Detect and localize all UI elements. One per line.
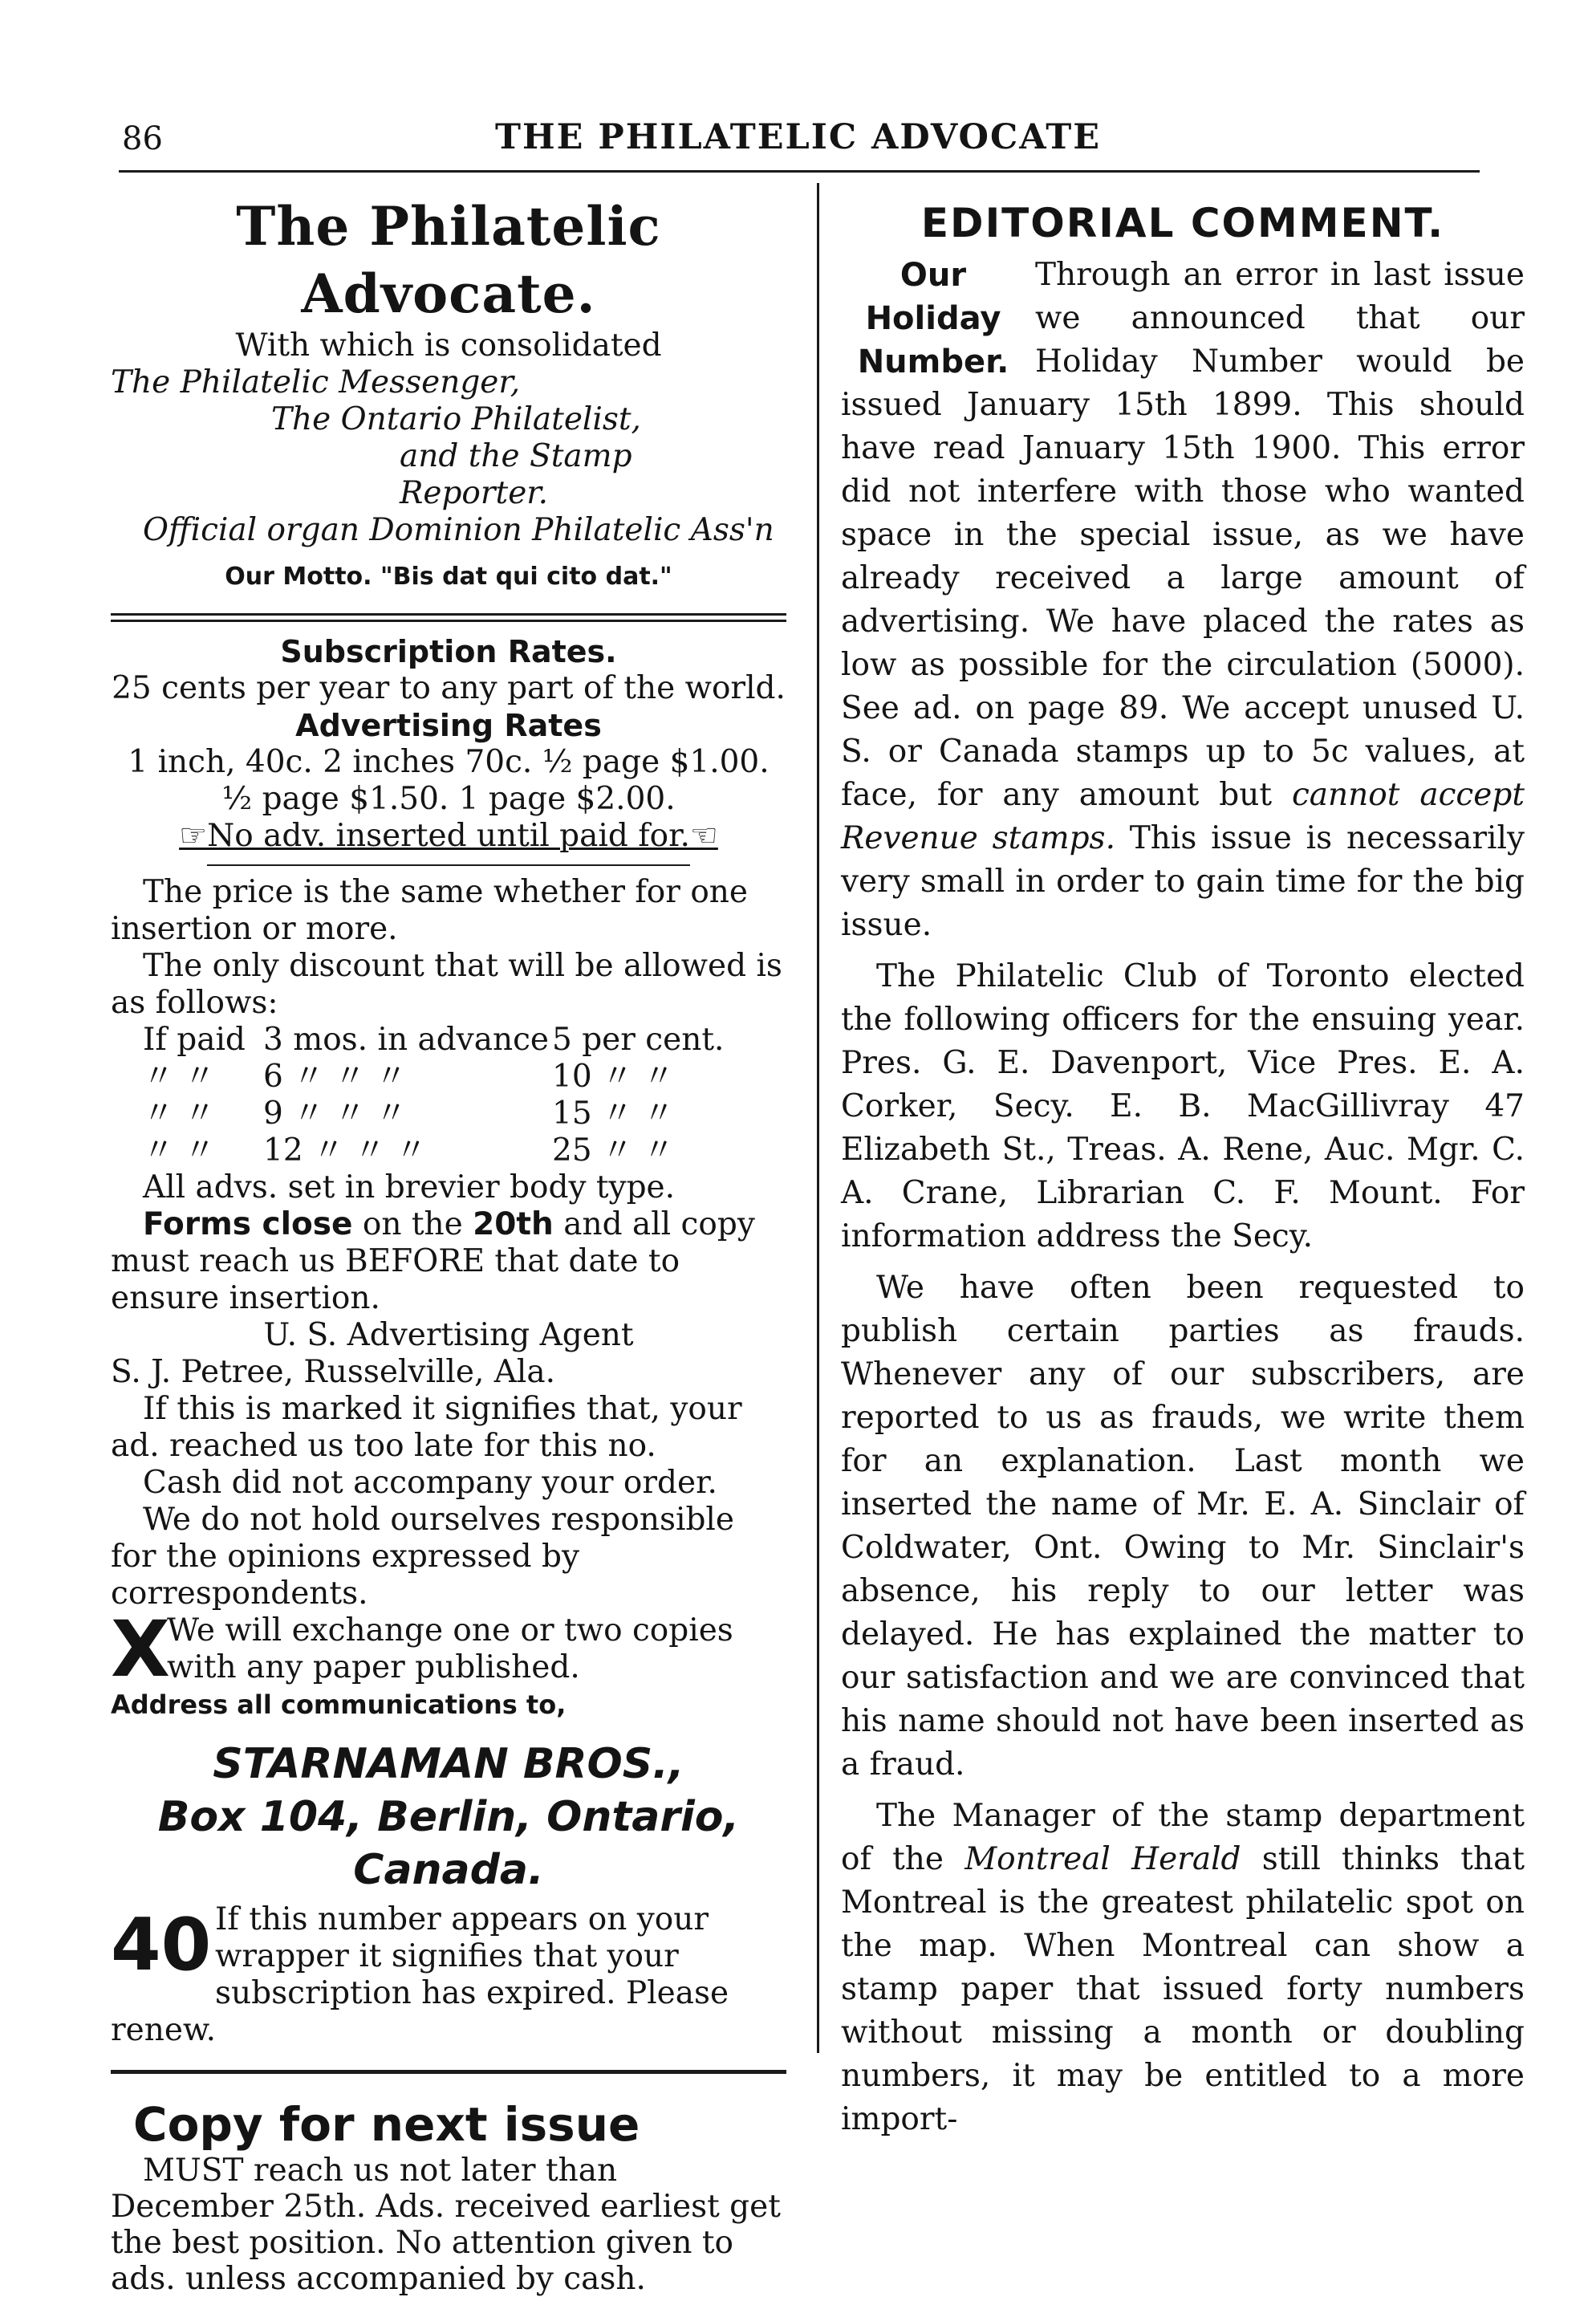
subscription-heading: Subscription Rates. <box>280 634 617 669</box>
type-note: All advs. set in brevier body type. <box>143 1169 676 1205</box>
discount-row <box>143 1132 724 1169</box>
masthead-title: The Philatelic Advocate. <box>236 195 661 325</box>
rates-line-2: ½ page $1.50. 1 page $2.00. <box>221 781 676 817</box>
revenue-note: cannot accept Revenue stamps. <box>841 777 1525 856</box>
short-rule <box>207 864 690 866</box>
editorial-title: EDITORIAL COMMENT. <box>920 200 1445 246</box>
official-organ: Official organ Dominion Philatelic Ass'n <box>143 512 774 548</box>
discount-cell: 〃 〃 <box>143 1096 216 1132</box>
forms-close-paragraph <box>111 1206 786 1317</box>
double-rule <box>111 613 786 622</box>
left-column <box>111 189 786 2297</box>
forms-close-rest: and all copy must reach us BEFORE that date to ensure insertion. <box>111 1206 755 1316</box>
publication-ontario: The Ontario Philatelist, <box>271 401 641 437</box>
discount-cell: 25 〃 〃 <box>552 1132 675 1169</box>
expiry-block <box>111 1901 786 2049</box>
rates-line-1: 1 inch, 40c. 2 inches 70c. ½ page $1.00. <box>128 744 770 780</box>
running-title: THE PHILATELIC ADVOCATE <box>495 117 1101 157</box>
copy-next-text: MUST reach us not later than December 25th. Ads. received earliest get the best position. No attention given to ads. unless accompanied by cash. <box>111 2153 781 2297</box>
agent-label: U. S. Advertising Agent <box>263 1317 634 1353</box>
x-mark: X <box>111 1612 171 1686</box>
holiday-text-end: This issue is necessarily very small in order to gain time for the big issue. <box>841 820 1525 943</box>
discount-cell: 6 〃 〃 〃 <box>263 1059 408 1095</box>
payment-notice: ☞No adv. inserted until paid for.☜ <box>179 818 718 854</box>
publisher-name: STARNAMAN BROS., <box>213 1740 684 1788</box>
expiry-note: If this number appears on your wrapper it signifies that your subscription has expired. Please renew. <box>111 1901 729 2048</box>
cash-note: Cash did not accompany your order. <box>143 1465 717 1501</box>
exchange-note: We will exchange one or two copies with any paper published. <box>167 1612 733 1685</box>
column-divider <box>817 183 819 2053</box>
responsibility-note: We do not hold ourselves responsible for the opinions expressed by correspondents. <box>111 1502 734 1612</box>
discount-row <box>143 1096 724 1132</box>
forms-close-label: Forms close <box>143 1206 353 1242</box>
advertising-heading: Advertising Rates <box>295 708 602 743</box>
agent-name: S. J. Petree, Russelville, Ala. <box>111 1354 556 1390</box>
discount-cell: 〃 〃 <box>143 1059 216 1095</box>
discount-cell: 15 〃 〃 <box>552 1096 675 1132</box>
exchange-block <box>111 1612 786 1686</box>
discount-row <box>143 1022 724 1059</box>
discount-intro: The only discount that will be allowed is as follows: <box>111 948 782 1021</box>
header-rule <box>119 170 1480 173</box>
thick-rule <box>111 2070 786 2074</box>
address-label: Address all communications to, <box>111 1689 567 1720</box>
holiday-side-heading: Our Holiday Number. <box>857 257 1009 380</box>
discount-table <box>143 1022 724 1169</box>
discount-cell: 12 〃 〃 〃 <box>263 1132 427 1169</box>
montreal-text-end: still thinks that Montreal is the greatest philatelic spot on the map. When Montreal can show a stamp paper that issued forty numbers without missing a month or doubling numbers, it may be entitled to a more import- <box>841 1841 1525 2137</box>
page-number: 86 <box>122 120 163 157</box>
publication-messenger: The Philatelic Messenger, <box>111 364 521 400</box>
frauds-paragraph: We have often been requested to publish certain parties as frauds. Whenever any of our subscribers, are reported to us as frauds, we write them for an explanation. Last month we inserted the name of Mr. E. A. Sinclair of Coldwater, Ont. Owing to Mr. Sinclair's absence, his reply to our letter was delayed. He has explained the matter to our satisfaction and we are convinced that his name should not have been inserted as a fraud. <box>841 1270 1525 1783</box>
subscription-text: 25 cents per year to any part of the world. <box>112 670 786 706</box>
copy-next-title: Copy for next issue <box>133 2097 640 2152</box>
holiday-text: Through an error in last issue we announced that our Holiday Number would be issued January 15th 1899. This should have read January 15th 1900. This error did not interfere with those who wanted space in the special issue, as we have already received a large amount of advertising. We have placed the rates as low as possible for the circulation (5000). See ad. on page 89. We accept unused U. S. or Canada stamps up to 5c values, at face, for any amount but <box>841 257 1525 813</box>
montreal-paragraph <box>841 1795 1525 2141</box>
montreal-herald: Montreal Herald <box>965 1841 1241 1877</box>
expiry-number: 40 <box>111 1903 212 1987</box>
forms-close-mid: on the <box>352 1206 473 1242</box>
motto: Our Motto. "Bis dat qui cito dat." <box>225 563 672 591</box>
discount-cell: 10 〃 〃 <box>552 1059 675 1095</box>
discount-cell: 9 〃 〃 〃 <box>263 1096 408 1132</box>
discount-cell: 5 per cent. <box>552 1022 725 1058</box>
montreal-text: The Manager of the stamp department of the <box>841 1798 1525 1877</box>
forms-close-date: 20th <box>473 1206 554 1242</box>
discount-row <box>143 1059 724 1096</box>
right-column <box>841 197 1525 2149</box>
marked-note: If this is marked it signifies that, your ad. reached us too late for this no. <box>111 1391 742 1464</box>
editorial-paragraph <box>841 254 1525 947</box>
discount-cell: 〃 〃 <box>143 1132 216 1169</box>
publisher-address: Box 104, Berlin, Ontario, Canada. <box>157 1793 740 1894</box>
consolidated-line: With which is consolidated <box>235 327 662 364</box>
toronto-club-paragraph: The Philatelic Club of Toronto elected the following officers for the ensuing year. Pres. G. E. Davenport, Vice Pres. E. A. Corker, Secy. E. B. MacGillivray 47 Elizabeth St., Treas. A. Rene, Auc. Mgr. C. A. Crane, Librarian C. F. Mount. For information address the Secy. <box>841 958 1525 1254</box>
publication-reporter: and the Stamp Reporter. <box>400 438 632 511</box>
price-note: The price is the same whether for one insertion or more. <box>111 874 749 947</box>
discount-cell: 3 mos. in advance <box>263 1022 550 1058</box>
discount-cell: If paid <box>143 1022 246 1058</box>
